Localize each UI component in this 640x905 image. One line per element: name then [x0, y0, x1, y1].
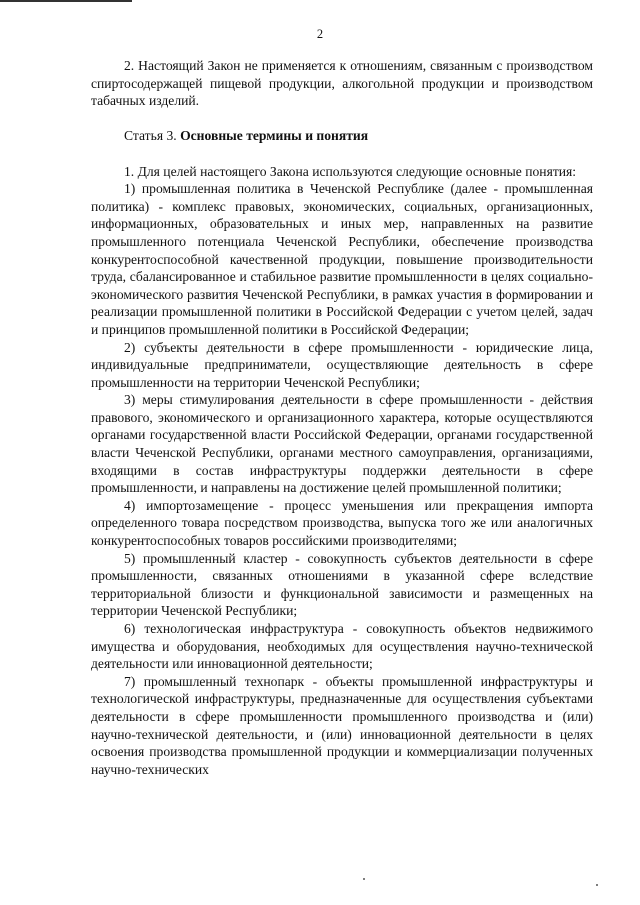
definition-7: 7) промышленный технопарк - объекты промышленной инфраструктуры и технологической инфраструктуры, предназначенные для осуществления субъектами деятельности в сфере промышленности промышленного производства и (или) научно-технической деятельности, и (или) инновационной деятельности в целях освоения производства промышленной продукции и коммерциализации полученных научно-технических — [91, 673, 593, 777]
definition-6: 6) технологическая инфраструктура - совокупность объектов недвижимого имущества и оборудования, необходимых для осуществления научно-технической деятельности или инновационной деятельности; — [91, 621, 593, 672]
document-body — [91, 57, 593, 778]
paragraph-intro: 2. Настоящий Закон не применяется к отношениям, связанным с производством спиртосодержащей пищевой продукции, алкогольной продукции и производством табачных изделий. — [91, 58, 593, 109]
scan-artifact — [0, 0, 132, 2]
page-number: 2 — [316, 27, 324, 41]
definition-4: 4) импортозамещение - процесс уменьшения или прекращения импорта определенного товара посредством производства, выпуска того же или аналогичных конкурентоспособных товаров российскими производителями; — [91, 497, 593, 549]
definition-5: 5) промышленный кластер - совокупность субъектов деятельности в сфере промышленности, связанных отношениями в указанной сфере вследствие территориальной близости и функциональной зависимости и размещенных на территории Чеченской Республики; — [91, 550, 593, 619]
scan-speck — [363, 878, 365, 880]
article-title-name: Основные термины и понятия — [180, 128, 369, 144]
definition-1: 1) промышленная политика в Чеченской Республике (далее - промышленная политика) - комплекс правовых, экономических, социальных, организационных, информационных, образовательных и иных мер, направленных на развитие промышленного потенциала Чеченской Республики, обеспечение производства конкурентоспособной качественной продукции, повышение производительности труда, сбалансированное и стабильное развитие промышленности в целях социально-экономического развития Чеченской Республики, в рамках участия в формировании и реализации промышленной политики в Российской Федерации с учетом целей, задач и принципов промышленной политики в Российской Федерации; — [91, 181, 593, 337]
item-intro: 1. Для целей настоящего Закона используются следующие основные понятия: — [124, 163, 577, 179]
article-title-prefix: Статья 3. — [124, 128, 177, 144]
definition-3: 3) меры стимулирования деятельности в сфере промышленности - действия правового, экономического и организационного характера, которые осуществляются органами государственной власти Российской Федерации, органами государственной власти Чеченской Республики, органами местного самоуправления, организациями, входящими в состав инфраструктуры поддержки деятельности в сфере промышленности, и направлены на достижение целей промышленной политики; — [91, 392, 593, 496]
article-title — [91, 127, 593, 145]
definition-2: 2) субъекты деятельности в сфере промышленности - юридические лица, индивидуальные предприниматели, осуществляющие деятельность в сфере промышленности на территории Чеченской Республики; — [91, 339, 593, 390]
scan-speck — [596, 884, 598, 886]
